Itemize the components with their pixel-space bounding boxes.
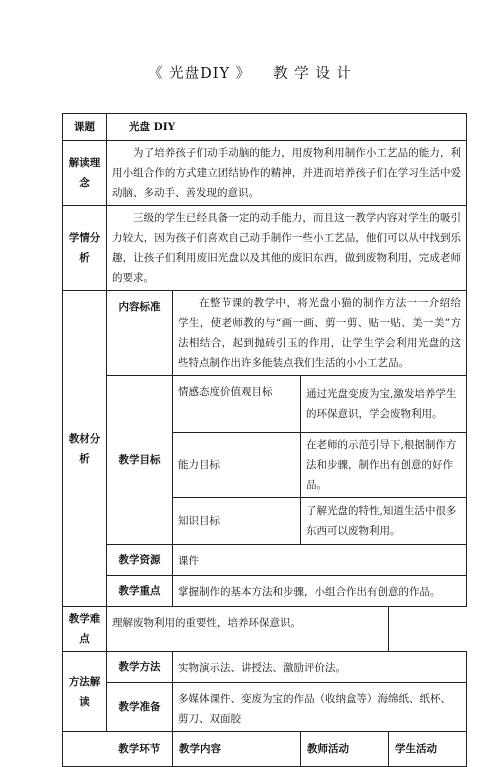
header-teacher: 教师活动 bbox=[301, 732, 389, 767]
title-course: 《 光盘DIY 》 bbox=[148, 66, 252, 82]
difficulty-value: 理解废物利用的重要性，培养环保意识。 bbox=[107, 607, 389, 652]
header-student: 学生活动 bbox=[389, 732, 467, 767]
label-teaching-method: 教学方法 bbox=[107, 652, 173, 683]
label-resource: 教学资源 bbox=[107, 545, 173, 576]
analysis-value: 三级的学生已经具备一定的动手能力，而且这一教学内容对学生的吸引力较大，因为孩子们喜欢自己动手制作一些小工艺品，他们可以从中找到乐趣，让孩子们利用废旧光盘以及其他的废旧东西，做到废物利用，完成老师的要求。 bbox=[107, 206, 467, 291]
label-difficulty: 教学难点 bbox=[63, 607, 107, 652]
row-prep bbox=[63, 683, 467, 732]
teaching-method-value: 实物演示法、讲授法、激励评价法。 bbox=[173, 652, 467, 683]
blank-cell bbox=[63, 732, 107, 767]
title-design: 教 学 设 计 bbox=[273, 66, 352, 82]
focus-value: 掌握制作的基本方法和步骤，小组合作出有创意的作品。 bbox=[173, 576, 467, 607]
lesson-plan-table bbox=[62, 113, 467, 767]
label-content-standard: 内容标准 bbox=[107, 291, 173, 376]
row-focus bbox=[63, 576, 467, 607]
row-goal-1 bbox=[63, 376, 467, 433]
row-difficulty bbox=[63, 607, 467, 652]
row-topic bbox=[63, 114, 467, 141]
resource-value: 课件 bbox=[173, 545, 467, 576]
topic-value: 光盘 DIY bbox=[107, 114, 467, 141]
label-topic: 课题 bbox=[63, 114, 107, 141]
row-reading bbox=[63, 141, 467, 206]
label-material: 教材分析 bbox=[63, 291, 107, 607]
label-reading: 解读理念 bbox=[63, 141, 107, 206]
teaching-prep-value: 多媒体课件、变废为宝的作品（收纳盒等）海绵纸、纸杯、剪刀、双面胶 bbox=[173, 683, 467, 732]
label-teaching-prep: 教学准备 bbox=[107, 683, 173, 732]
goal-name: 知识目标 bbox=[173, 498, 301, 545]
row-analysis bbox=[63, 206, 467, 291]
content-standard-value: 在整节课的教学中，将光盘小猫的制作方法一一介绍给学生，使老师教的与“画一画、剪一剪、贴一贴、美一美”方法相结合，起到抛砖引玉的作用，让学生学会利用光盘的这些特点制作出许多能装点我们生活的小小工艺品。 bbox=[173, 291, 467, 376]
label-analysis: 学情分析 bbox=[63, 206, 107, 291]
goal-desc: 在老师的示范引导下,根据制作方法和步骤，制作出有创意的好作品。 bbox=[301, 433, 467, 498]
reading-value: 为了培养孩子们动手动脑的能力，用废物利用制作小工艺品的能力，利用小组合作的方式建立团结协作的精神，并进而培养孩子们在学习生活中爱动脑、多动手、善发现的意识。 bbox=[107, 141, 467, 206]
header-content: 教学内容 bbox=[173, 732, 301, 767]
label-method-reading: 方法解读 bbox=[63, 652, 107, 732]
goal-name: 情感态度价值观目标 bbox=[173, 376, 301, 433]
row-procedure-header bbox=[63, 732, 467, 767]
goal-desc: 了解光盘的特性,知道生活中很多东西可以废物利用。 bbox=[301, 498, 467, 545]
goal-desc: 通过光盘变废为宝,激发培养学生的环保意识，学会废物利用。 bbox=[301, 376, 467, 433]
label-teaching-goals: 教学目标 bbox=[107, 376, 173, 545]
label-focus: 教学重点 bbox=[107, 576, 173, 607]
header-stage: 教学环节 bbox=[107, 732, 173, 767]
row-resource bbox=[63, 545, 467, 576]
row-method bbox=[63, 652, 467, 683]
goal-name: 能力目标 bbox=[173, 433, 301, 498]
document-title bbox=[0, 62, 500, 83]
row-content-standard bbox=[63, 291, 467, 376]
